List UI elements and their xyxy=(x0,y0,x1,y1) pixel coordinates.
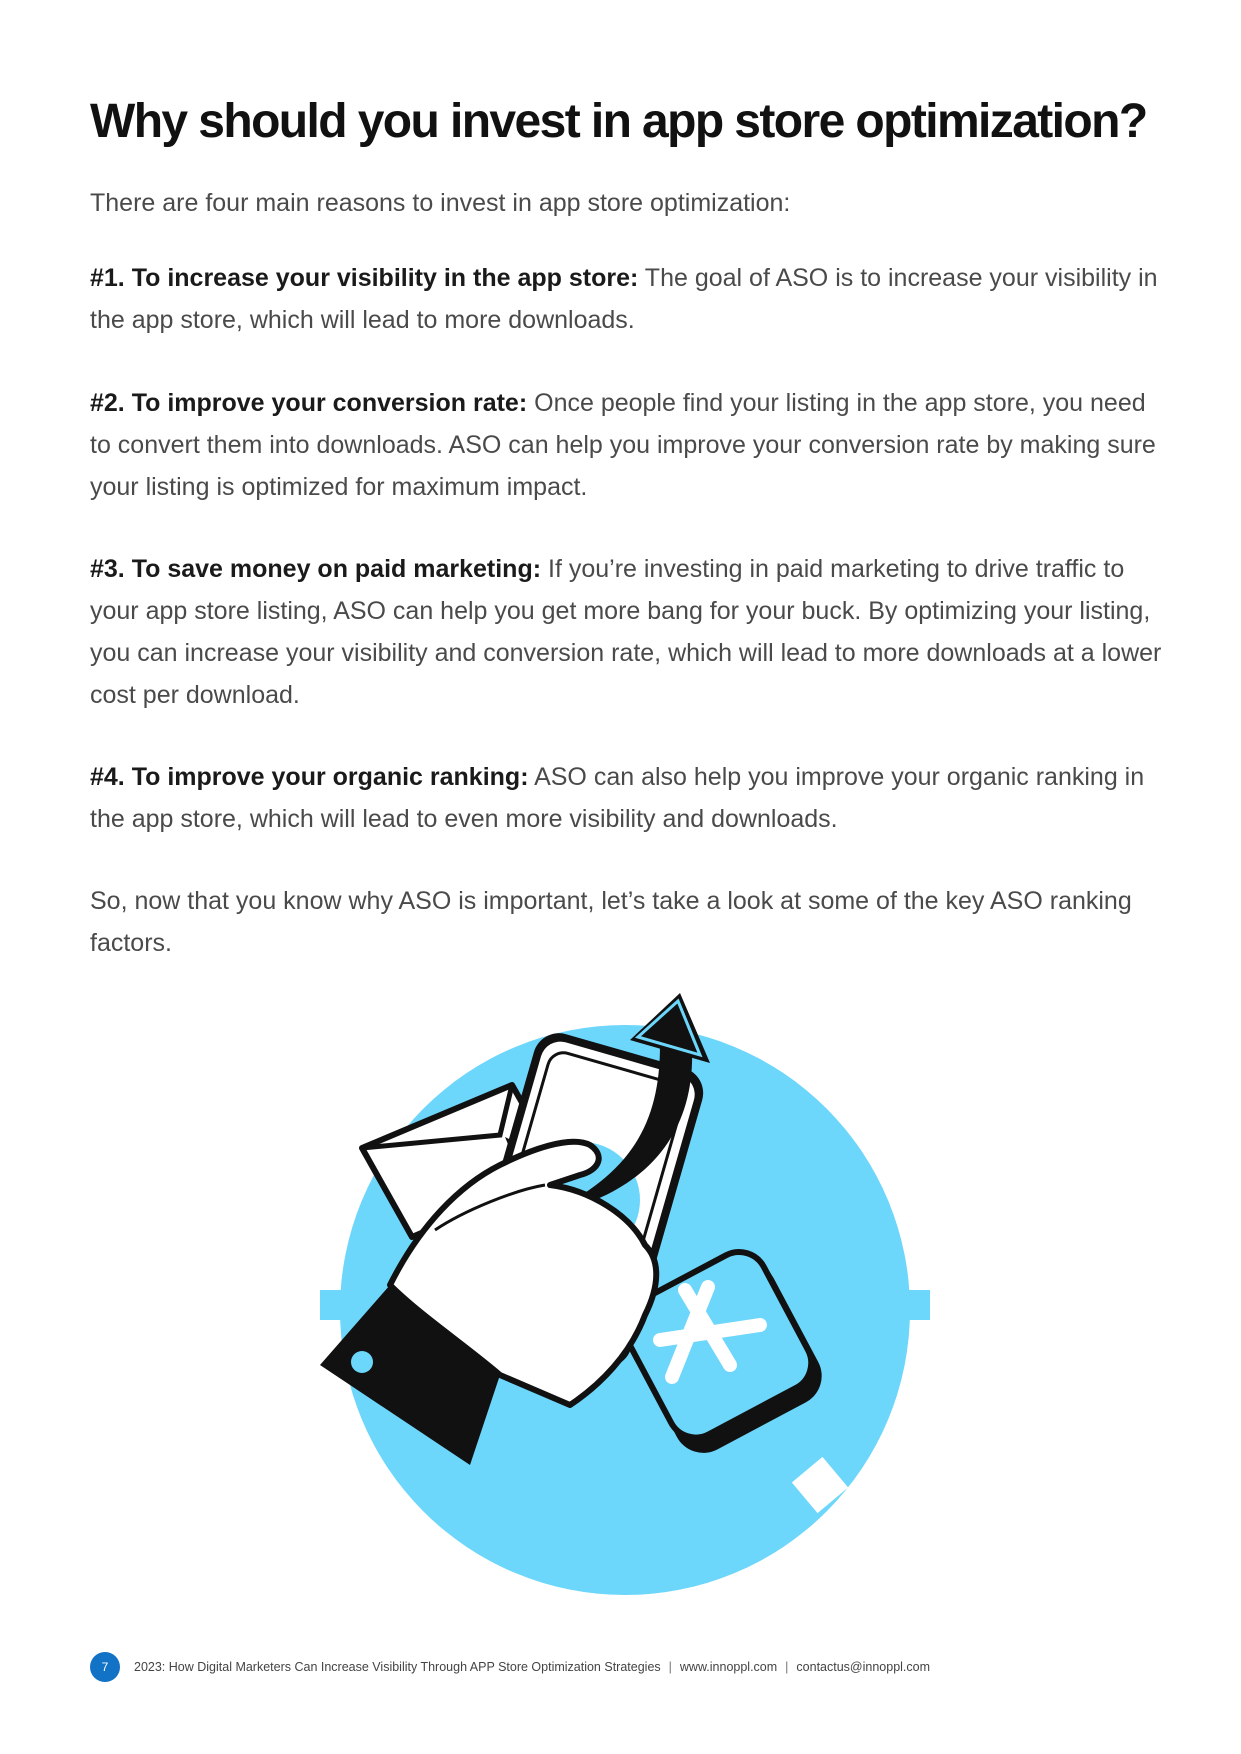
reason-text: If you’re investing in paid marketing to drive traffic to your app store listing, ASO can help you get more bang for your buck. By optimizing your listing, you can increase your visibility and conversion rate, which will lead to more downloads at a lower cost per download. xyxy=(90,555,1162,709)
footer-separator: | xyxy=(668,1660,672,1674)
footer-website-link[interactable]: www.innoppl.com xyxy=(679,1660,778,1674)
reason-paragraph xyxy=(90,548,1170,716)
reason-paragraph xyxy=(90,756,1170,840)
page-footer xyxy=(90,1652,1170,1682)
aso-illustration xyxy=(300,985,950,1610)
reason-text: Once people find your listing in the app store, you need to convert them into downloads. ASO can help you improve your conversion rate by making sure your listing is optimized for maximum impact. xyxy=(90,389,1156,501)
page-title: Why should you invest in app store optimization? xyxy=(90,95,1147,148)
reason-text: ASO can also help you improve your organic ranking in the app store, which will lead to even more visibility and downloads. xyxy=(90,763,1145,833)
reason-label: #4. To improve your organic ranking: xyxy=(90,763,529,791)
intro-text: There are four main reasons to invest in app store optimization: xyxy=(90,189,791,217)
page-number-badge: 7 xyxy=(90,1652,120,1682)
outro-text: So, now that you know why ASO is important, let’s take a look at some of the key ASO ranking factors. xyxy=(90,887,1132,957)
footer-separator: | xyxy=(785,1660,789,1674)
reason-label: #2. To improve your conversion rate: xyxy=(90,389,528,417)
reason-paragraph xyxy=(90,382,1170,508)
reason-label: #1. To increase your visibility in the app store: xyxy=(90,264,639,292)
reason-paragraph xyxy=(90,257,1170,341)
footer-email-link[interactable]: contactus@innoppl.com xyxy=(796,1660,931,1674)
footer-doc-title: 2023: How Digital Marketers Can Increase Visibility Through APP Store Optimization Strategies xyxy=(134,1660,661,1674)
reason-text: The goal of ASO is to increase your visibility in the app store, which will lead to more downloads. xyxy=(90,264,1158,334)
reason-label: #3. To save money on paid marketing: xyxy=(90,555,542,583)
